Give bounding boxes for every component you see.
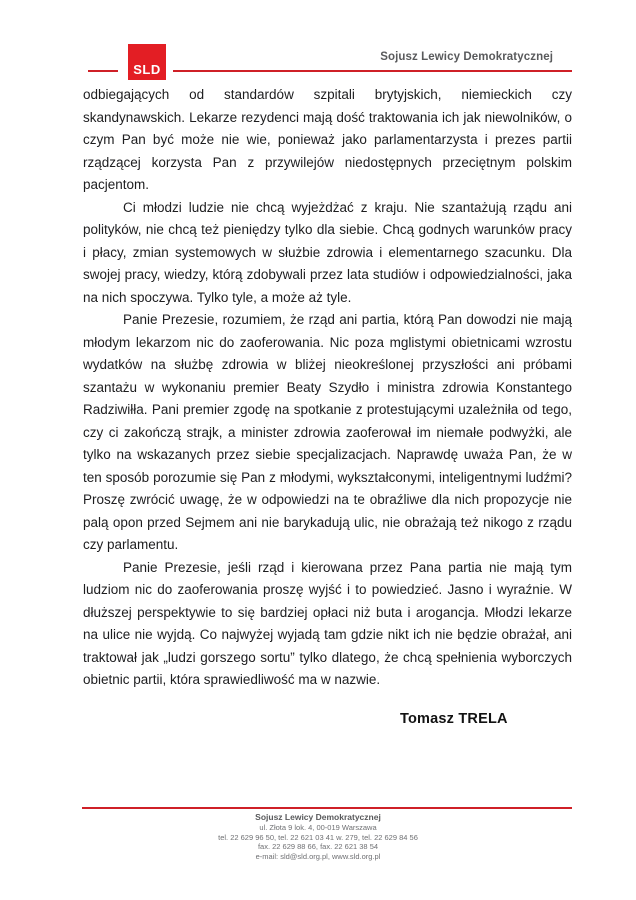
letter-body bbox=[83, 84, 572, 692]
header-rule-left bbox=[88, 70, 118, 72]
signature-name: Tomasz TRELA bbox=[400, 711, 508, 727]
footer-fax: fax. 22 629 88 66, fax. 22 621 38 54 bbox=[257, 842, 379, 851]
body-paragraph: Panie Prezesie, jeśli rząd i kierowana przez Pana partia nie mają tym ludziom nic do zaoferowania proszę wyjść i to powiedzieć. Jasno i wyraźnie. W dłuższej perspektywie to się bardziej opłaci niż buta i arogancja. Młodzi lekarze na ulice nie wyjdą. Co najwyżej wyjadą tam gdzie nikt ich nie będzie obrażał, ani traktował jak „ludzi gorszego sortu” tylko dlatego, że chcą spełnienia wyborczych obietnic partii, która sprawiedliwość ma w nazwie. bbox=[83, 559, 572, 687]
footer bbox=[0, 812, 636, 861]
sld-logo bbox=[128, 44, 166, 80]
footer-rule bbox=[82, 807, 572, 809]
body-paragraph: Ci młodzi ludzie nie chcą wyjeżdżać z kraju. Nie szantażują rządu ani polityków, nie chcą też pieniędzy tylko dla siebie. Chcą godnych warunków pracy i płacy, zmian systemowych w służbie zdrowia i elementarnego szacunku. Dla swojej pracy, wiedzy, którą zdobywali przez lata studiów i odpowiedzialności, jaka na nich spoczywa. Tylko tyle, a może aż tyle. bbox=[83, 199, 572, 305]
body-paragraph: odbiegających od standardów szpitali brytyjskich, niemieckich czy skandynawskich. Lekarze rezydenci mają dość traktowania ich jak niewolników, o czym Pan być może nie wie, ponieważ jako parlamentarzysta i prezes partii rządzącej korzysta Pan z przywilejów niedostępnych przeciętnym polskim pacjentom. bbox=[83, 87, 572, 192]
body-paragraph: Panie Prezesie, rozumiem, że rząd ani partia, którą Pan dowodzi nie mają młodym lekarzom nic do zaoferowania. Nic poza mglistymi obietnicami wzrostu wydatków na służbę zdrowia w bliżej nieokreślonej przyszłości ani próbami szantażu w wykonaniu premier Beaty Szydło i ministra zdrowia Konstantego Radziwiłła. Pani premier zgodę na spotkanie z protestującymi uzależniła od tego, czy ci zakończą strajk, a minister zdrowia zaoferował im niemałe podwyżki, ale tylko na wskazanych przez siebie specjalizacjach. Naprawdę uważa Pan, że w ten sposób porozumie się Pan z młodymi, wykształconymi, inteligentnymi ludźmi? Proszę zwrócić uwagę, że w odpowiedzi na te obraźliwe dla nich propozycje nie palą opon przed Sejmem ani nie barykadują ulic, nie obrażają też nikogo z rządu czy parlamentu. bbox=[83, 312, 572, 552]
sld-logo-text: SLD bbox=[133, 62, 161, 77]
footer-address: ul. Złota 9 lok. 4, 00-019 Warszawa bbox=[259, 823, 377, 832]
header-org-name: Sojusz Lewicy Demokratycznej bbox=[380, 51, 553, 63]
header-rule-right bbox=[173, 70, 572, 72]
footer-phones: tel. 22 629 96 50, tel. 22 621 03 41 w. 279, tel. 22 629 84 56 bbox=[218, 832, 418, 842]
footer-email-web: e-mail: sld@sld.org.pl, www.sld.org.pl bbox=[255, 851, 381, 861]
footer-org-name: Sojusz Lewicy Demokratycznej bbox=[255, 812, 381, 822]
